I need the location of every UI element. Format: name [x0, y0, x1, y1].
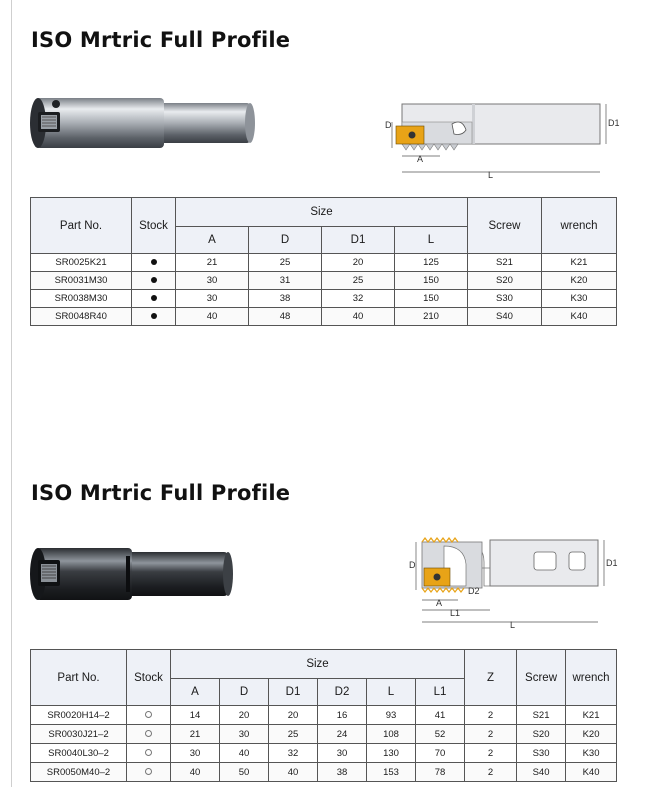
size-cell: 24 [318, 725, 367, 744]
section1-title: ISO Mrtric Full Profile [31, 28, 291, 52]
stock-hollow-circle-icon [145, 711, 152, 718]
screw-cell: S20 [468, 272, 542, 290]
header-size-d: D [249, 227, 322, 254]
wrench-cell: K40 [566, 763, 617, 782]
table-row [31, 706, 617, 725]
size-cell: 20 [322, 254, 395, 272]
header-size-l1: L1 [416, 679, 465, 706]
table-row [31, 744, 617, 763]
stock-filled-dot-icon [151, 259, 157, 265]
size-cell: 16 [318, 706, 367, 725]
size-cell: 14 [171, 706, 220, 725]
size-cell: 41 [416, 706, 465, 725]
stock-cell [132, 290, 176, 308]
size-cell: 50 [220, 763, 269, 782]
table-row [31, 763, 617, 782]
tool-photo-2 [26, 546, 236, 602]
size-cell: 150 [395, 272, 468, 290]
size-cell: 48 [249, 308, 322, 326]
header-wrench: wrench [566, 650, 617, 706]
z-cell: 2 [465, 706, 517, 725]
tool-diagram-1 [382, 98, 622, 182]
size-cell: 32 [269, 744, 318, 763]
screw-cell: S21 [517, 706, 566, 725]
wrench-cell: K30 [566, 744, 617, 763]
size-cell: 153 [367, 763, 416, 782]
header-size-l: L [395, 227, 468, 254]
header-stock: Stock [132, 198, 176, 254]
size-cell: 150 [395, 290, 468, 308]
size-cell: 40 [322, 308, 395, 326]
screw-cell: S40 [468, 308, 542, 326]
spec-table-1 [30, 197, 617, 326]
table-row [31, 725, 617, 744]
dim-label-l: L [488, 170, 494, 180]
header-screw: Screw [517, 650, 566, 706]
size-cell: 30 [176, 290, 249, 308]
part-no-cell: SR0040L30–2 [31, 744, 127, 763]
dim-label-d: D [409, 560, 416, 570]
table-row [31, 308, 617, 326]
header-size-a: A [171, 679, 220, 706]
z-cell: 2 [465, 725, 517, 744]
size-cell: 25 [322, 272, 395, 290]
wrench-cell: K21 [566, 706, 617, 725]
stock-cell [132, 308, 176, 326]
z-cell: 2 [465, 744, 517, 763]
stock-hollow-circle-icon [145, 730, 152, 737]
size-cell: 25 [269, 725, 318, 744]
table-row [31, 290, 617, 308]
header-part-no: Part No. [31, 650, 127, 706]
size-cell: 40 [269, 763, 318, 782]
size-cell: 30 [318, 744, 367, 763]
part-no-cell: SR0025K21 [31, 254, 132, 272]
dim-label-d1: D1 [606, 558, 618, 568]
size-cell: 20 [269, 706, 318, 725]
tool-photo-1 [28, 96, 260, 150]
table-row [31, 254, 617, 272]
size-cell: 30 [176, 272, 249, 290]
wrench-cell: K20 [566, 725, 617, 744]
header-z: Z [465, 650, 517, 706]
stock-cell [127, 744, 171, 763]
part-no-cell: SR0031M30 [31, 272, 132, 290]
z-cell: 2 [465, 763, 517, 782]
size-cell: 93 [367, 706, 416, 725]
header-size: Size [171, 650, 465, 679]
stock-cell [127, 706, 171, 725]
header-size-a: A [176, 227, 249, 254]
size-cell: 40 [176, 308, 249, 326]
screw-cell: S40 [517, 763, 566, 782]
size-cell: 20 [220, 706, 269, 725]
screw-cell: S30 [468, 290, 542, 308]
header-size-d1: D1 [269, 679, 318, 706]
table-row [31, 272, 617, 290]
size-cell: 32 [322, 290, 395, 308]
header-size-d: D [220, 679, 269, 706]
size-cell: 21 [171, 725, 220, 744]
size-cell: 125 [395, 254, 468, 272]
screw-cell: S30 [517, 744, 566, 763]
size-cell: 70 [416, 744, 465, 763]
dim-label-l: L [510, 620, 516, 630]
header-size-l: L [367, 679, 416, 706]
wrench-cell: K20 [542, 272, 617, 290]
wrench-cell: K21 [542, 254, 617, 272]
header-wrench: wrench [542, 198, 617, 254]
header-screw: Screw [468, 198, 542, 254]
size-cell: 30 [171, 744, 220, 763]
size-cell: 21 [176, 254, 249, 272]
dim-label-l1: L1 [450, 608, 461, 618]
wrench-cell: K40 [542, 308, 617, 326]
tool-diagram-2 [404, 528, 624, 632]
dim-label-d1: D1 [608, 118, 620, 128]
dim-label-d: D [385, 120, 392, 130]
stock-cell [127, 725, 171, 744]
header-size-d1: D1 [322, 227, 395, 254]
spec-table-2 [30, 649, 617, 782]
size-cell: 52 [416, 725, 465, 744]
stock-cell [132, 272, 176, 290]
section2-title: ISO Mrtric Full Profile [31, 481, 291, 505]
size-cell: 40 [171, 763, 220, 782]
header-stock: Stock [127, 650, 171, 706]
size-cell: 40 [220, 744, 269, 763]
stock-hollow-circle-icon [145, 768, 152, 775]
dim-label-a: A [417, 154, 424, 164]
stock-cell [127, 763, 171, 782]
part-no-cell: SR0048R40 [31, 308, 132, 326]
screw-cell: S21 [468, 254, 542, 272]
header-size-d2: D2 [318, 679, 367, 706]
stock-cell [132, 254, 176, 272]
part-no-cell: SR0020H14–2 [31, 706, 127, 725]
stock-filled-dot-icon [151, 277, 157, 283]
size-cell: 38 [318, 763, 367, 782]
size-cell: 78 [416, 763, 465, 782]
size-cell: 108 [367, 725, 416, 744]
stock-filled-dot-icon [151, 295, 157, 301]
screw-cell: S20 [517, 725, 566, 744]
size-cell: 210 [395, 308, 468, 326]
stock-filled-dot-icon [151, 313, 157, 319]
part-no-cell: SR0038M30 [31, 290, 132, 308]
size-cell: 25 [249, 254, 322, 272]
dim-label-a: A [436, 598, 443, 608]
wrench-cell: K30 [542, 290, 617, 308]
size-cell: 38 [249, 290, 322, 308]
dim-label-d2: D2 [468, 586, 480, 596]
part-no-cell: SR0050M40–2 [31, 763, 127, 782]
size-cell: 30 [220, 725, 269, 744]
stock-hollow-circle-icon [145, 749, 152, 756]
header-part-no: Part No. [31, 198, 132, 254]
page-margin-line [11, 0, 12, 787]
size-cell: 130 [367, 744, 416, 763]
size-cell: 31 [249, 272, 322, 290]
header-size: Size [176, 198, 468, 227]
part-no-cell: SR0030J21–2 [31, 725, 127, 744]
